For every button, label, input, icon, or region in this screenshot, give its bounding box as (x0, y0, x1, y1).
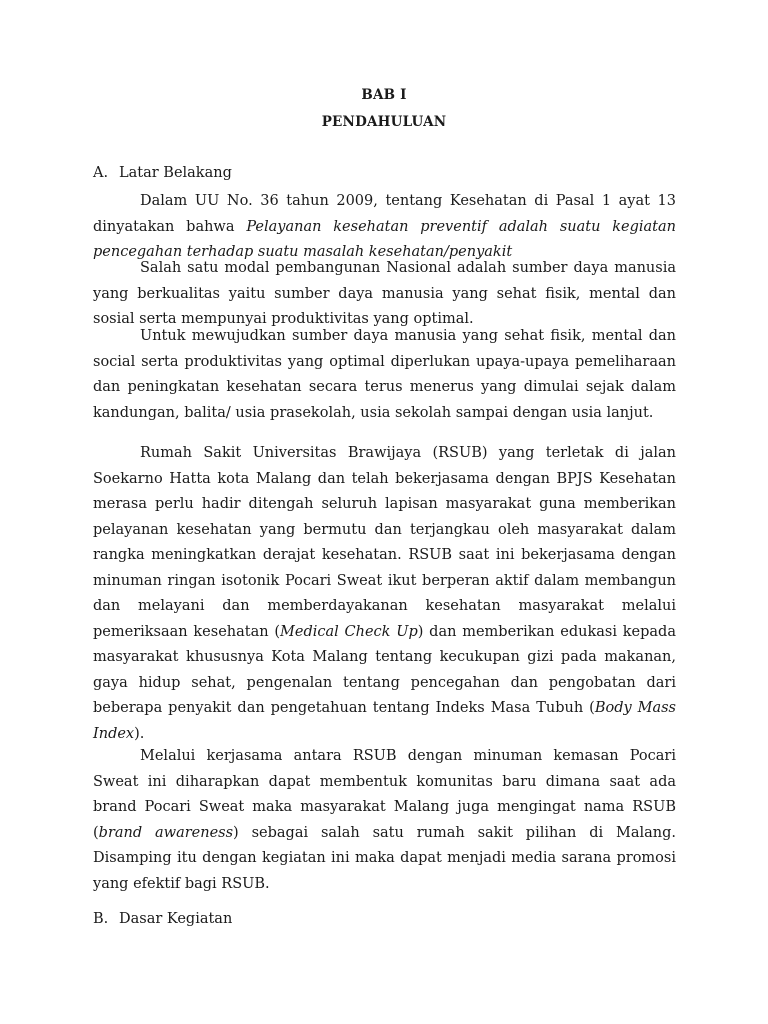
section-title: Dasar Kegiatan (119, 911, 233, 927)
paragraph-text: ). (134, 725, 145, 742)
section-title: Latar Belakang (119, 165, 232, 181)
paragraph-text: Dalam UU No. 36 tahun 2009, tentang Kesehatan di Pasal 1 ayat 13 dinyatakan bahwa (93, 193, 676, 235)
paragraph-text: ) sebagai salah satu rumah sakit pilihan di Malang. Disamping itu dengan kegiatan ini maka dapat menjadi media sarana promosi yang efektif bagi RSUB. (93, 824, 676, 892)
chapter-title: PENDAHULUAN (321, 114, 447, 130)
paragraph-rsub (93, 441, 676, 747)
italic-term: Body Mass Index (93, 700, 676, 742)
paragraph-text: Rumah Sakit Universitas Brawijaya (RSUB) yang terletak di jalan Soekarno Hatta kota Malang dan telah bekerjasama dengan BPJS Kesehatan merasa perlu hadir ditengah seluruh lapisan masyarakat guna memberikan pelayanan kesehatan yang bermutu dan terjangkau oleh masyarakat dalam rangka meningkatkan derajat kesehatan. RSUB saat ini bekerjasama dengan minuman ringan isotonik Pocari Sweat ikut berperan aktif dalam membangun dan melayani dan memberdayakanan kesehatan masyarakat melalui pemeriksaan kesehatan ( (93, 445, 676, 640)
italic-term: brand awareness (98, 824, 234, 841)
italic-quote: Pelayanan kesehatan preventif adalah suatu kegiatan pencegahan terhadap suatu masalah kesehatan/penyakit (93, 218, 676, 260)
italic-term: Medical Check Up (280, 623, 418, 640)
paragraph-modal-pembangunan: Salah satu modal pembangunan Nasional adalah sumber daya manusia yang berkualitas yaitu sumber daya manusia yang sehat fisik, mental dan sosial serta mempunyai produktivitas yang optimal. (93, 260, 676, 327)
paragraph-uu-kesehatan (93, 189, 676, 266)
paragraph-sumber-daya: Untuk mewujudkan sumber daya manusia yang sehat fisik, mental dan social serta produktivitas yang optimal diperlukan upaya-upaya pemeliharaan dan peningkatan kesehatan secara terus menerus yang dimulai sejak dalam kandungan, balita/ usia prasekolah, usia sekolah sampai dengan usia lanjut. (93, 328, 676, 421)
section-heading-b (93, 911, 232, 927)
section-letter: B. (93, 911, 109, 927)
paragraph-text: Melalui kerjasama antara RSUB dengan minuman kemasan Pocari Sweat ini diharapkan dapat membentuk komunitas baru dimana saat ada brand Pocari Sweat maka masyarakat Malang juga mengingat nama RSUB ( (93, 748, 676, 841)
chapter-number: BAB I (361, 87, 407, 103)
section-heading-a (93, 165, 232, 181)
paragraph-kerjasama (93, 744, 676, 897)
paragraph-text: ) dan memberikan edukasi kepada masyarakat khususnya Kota Malang tentang kecukupan gizi pada makanan, gaya hidup sehat, pengenalan tentang pencegahan dan pengobatan dari beberapa penyakit dan pengetahuan tentang Indeks Masa Tubuh ( (93, 623, 676, 716)
section-letter: A. (93, 165, 109, 181)
